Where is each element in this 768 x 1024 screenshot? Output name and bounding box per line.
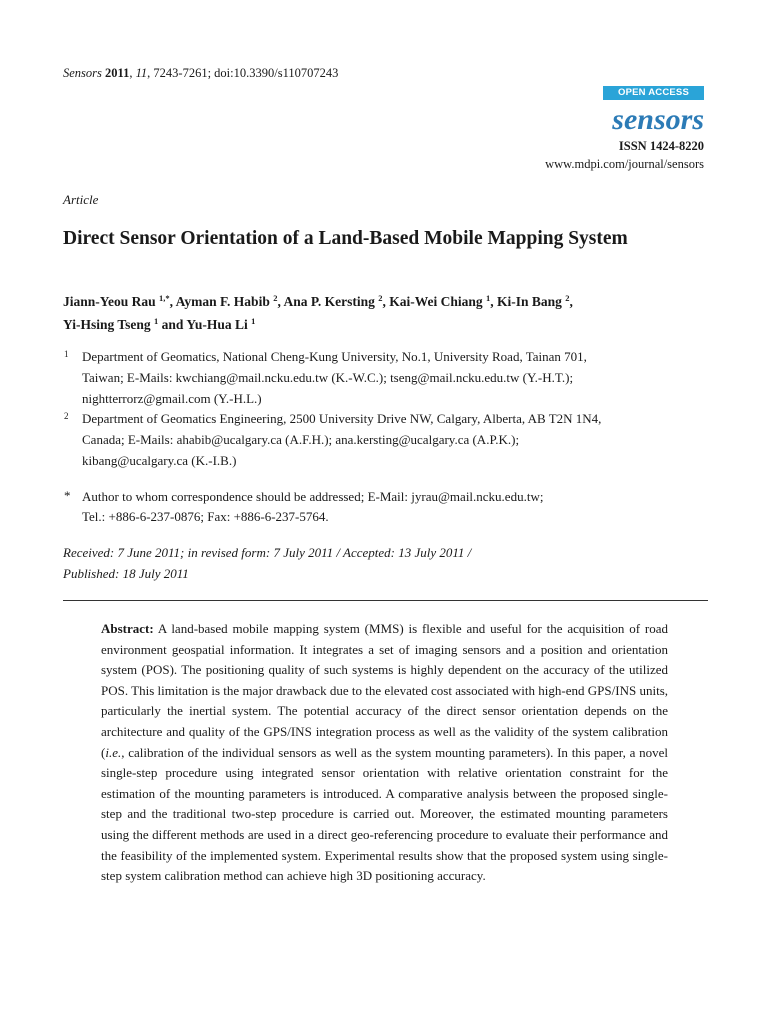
affiliation-1: [82, 346, 722, 409]
author: [186, 317, 255, 332]
paper-title: Direct Sensor Orientation of a Land-Based Mobile Mapping System: [63, 228, 628, 249]
author-name: Yu-Hua Li: [186, 317, 248, 332]
abstract-label: Abstract:: [101, 621, 154, 636]
dates-line: Published: 18 July 2011: [63, 566, 189, 581]
author-separator: ,: [490, 294, 497, 309]
dates-line: Received: 7 June 2011; in revised form: 7 July 2011 / Accepted: 13 July 2011 /: [63, 545, 472, 560]
author: [176, 294, 284, 309]
open-access-badge: OPEN ACCESS: [603, 86, 704, 100]
author-affiliation-mark: 1: [154, 316, 159, 326]
author: [63, 317, 186, 332]
author-affiliation-mark: 1: [486, 293, 491, 303]
abstract-ie: i.e.: [105, 744, 122, 760]
affiliation-line: Department of Geomatics Engineering, 2500 University Drive NW, Calgary, Alberta, AB T2N 1N4,: [82, 411, 602, 426]
article-type: Article: [63, 192, 99, 207]
affiliation-line: Department of Geomatics, National Cheng-Kung University, No.1, University Road, Tainan 701,: [82, 349, 587, 364]
citation-line: Sensors 2011, 11, 7243-7261; doi:10.3390/s110707243: [63, 66, 339, 80]
citation-year: 2011: [105, 66, 130, 80]
author-separator: and: [158, 317, 187, 332]
author-name: Ki-In Bang: [497, 294, 562, 309]
journal-logo: sensors: [612, 103, 704, 136]
author: [63, 294, 176, 309]
author-affiliation-mark: 2: [378, 293, 383, 303]
issn: ISSN 1424-8220: [618, 139, 704, 153]
author-affiliation-mark: 1: [251, 316, 256, 326]
author-affiliation-mark: 2: [565, 293, 570, 303]
section-divider: [63, 600, 708, 601]
affiliation-number: 1: [64, 349, 69, 359]
abstract-text: A land-based mobile mapping system (MMS) is flexible and useful for the acquisition of road environment geospatial information. It integrates a set of imaging sensors and a position and orientation system (POS). The positioning quality of such systems is highly dependent on the accuracy of the utilized POS. This limitation is the major drawback due to the elevated cost associated with high-end GPS/INS units, particularly the inertial system. The potential accuracy of the direct sensor orientation depends on the architecture and quality of the GPS/INS integration process as well as the validity of the system calibration (: [101, 621, 668, 760]
author: [389, 294, 497, 309]
author: [283, 294, 389, 309]
abstract-text: , calibration of the individual sensors as well as the system mounting parameters). In this paper, a novel single-step procedure using integrated sensor orientation with relative orientation constraint for the estimation of the mounting parameters is introduced. A comparative analysis between the proposed single-step and the traditional two-step procedure is carried out. Moreover, the estimated mounting parameters using the different methods are used in a direct geo-referencing procedure to evaluate their performance and the feasibility of the implemented system. Experimental results show that the proposed system using single-step system calibration method can achieve high 3D positioning accuracy.: [101, 744, 668, 884]
affiliation-line: Taiwan; E-Mails: kwchiang@mail.ncku.edu.tw (K.-W.C.); tseng@mail.ncku.edu.tw (Y.-H.T.);: [82, 370, 574, 385]
citation-details: , 7243-7261; doi:10.3390/s110707243: [147, 66, 339, 80]
author-name: Jiann-Yeou Rau: [63, 294, 156, 309]
author-affiliation-mark: 1,*: [159, 293, 170, 303]
affiliation-line: nightterrorz@gmail.com (Y.-H.L.): [82, 391, 262, 406]
affiliation-line: Canada; E-Mails: ahabib@ucalgary.ca (A.F.H.); ana.kersting@ucalgary.ca (A.P.K.);: [82, 432, 520, 447]
correspondence-line: Tel.: +886-6-237-0876; Fax: +886-6-237-5764.: [82, 509, 329, 524]
author-separator: ,: [277, 294, 284, 309]
author-separator: ,: [169, 294, 176, 309]
author-separator: ,: [569, 294, 573, 309]
author: [497, 294, 573, 309]
author-name: Kai-Wei Chiang: [389, 294, 483, 309]
affiliation-2: [82, 408, 722, 471]
abstract: [101, 619, 668, 887]
author-name: Yi-Hsing Tseng: [63, 317, 151, 332]
publication-dates: [63, 542, 623, 584]
correspondence-mark: *: [64, 488, 71, 503]
author-separator: ,: [382, 294, 390, 309]
author-name: Ayman F. Habib: [175, 294, 270, 309]
journal-url[interactable]: www.mdpi.com/journal/sensors: [545, 157, 704, 171]
author-affiliation-mark: 2: [273, 293, 278, 303]
affiliation-line: kibang@ucalgary.ca (K.-I.B.): [82, 453, 237, 468]
correspondence-line: Author to whom correspondence should be addressed; E-Mail: jyrau@mail.ncku.edu.tw;: [82, 489, 544, 504]
citation-volume: 11: [135, 66, 148, 80]
author-list: [63, 290, 713, 336]
affiliation-number: 2: [64, 411, 69, 421]
journal-name: Sensors: [63, 66, 102, 80]
author-name: Ana P. Kersting: [283, 294, 375, 309]
correspondence: [82, 487, 722, 527]
